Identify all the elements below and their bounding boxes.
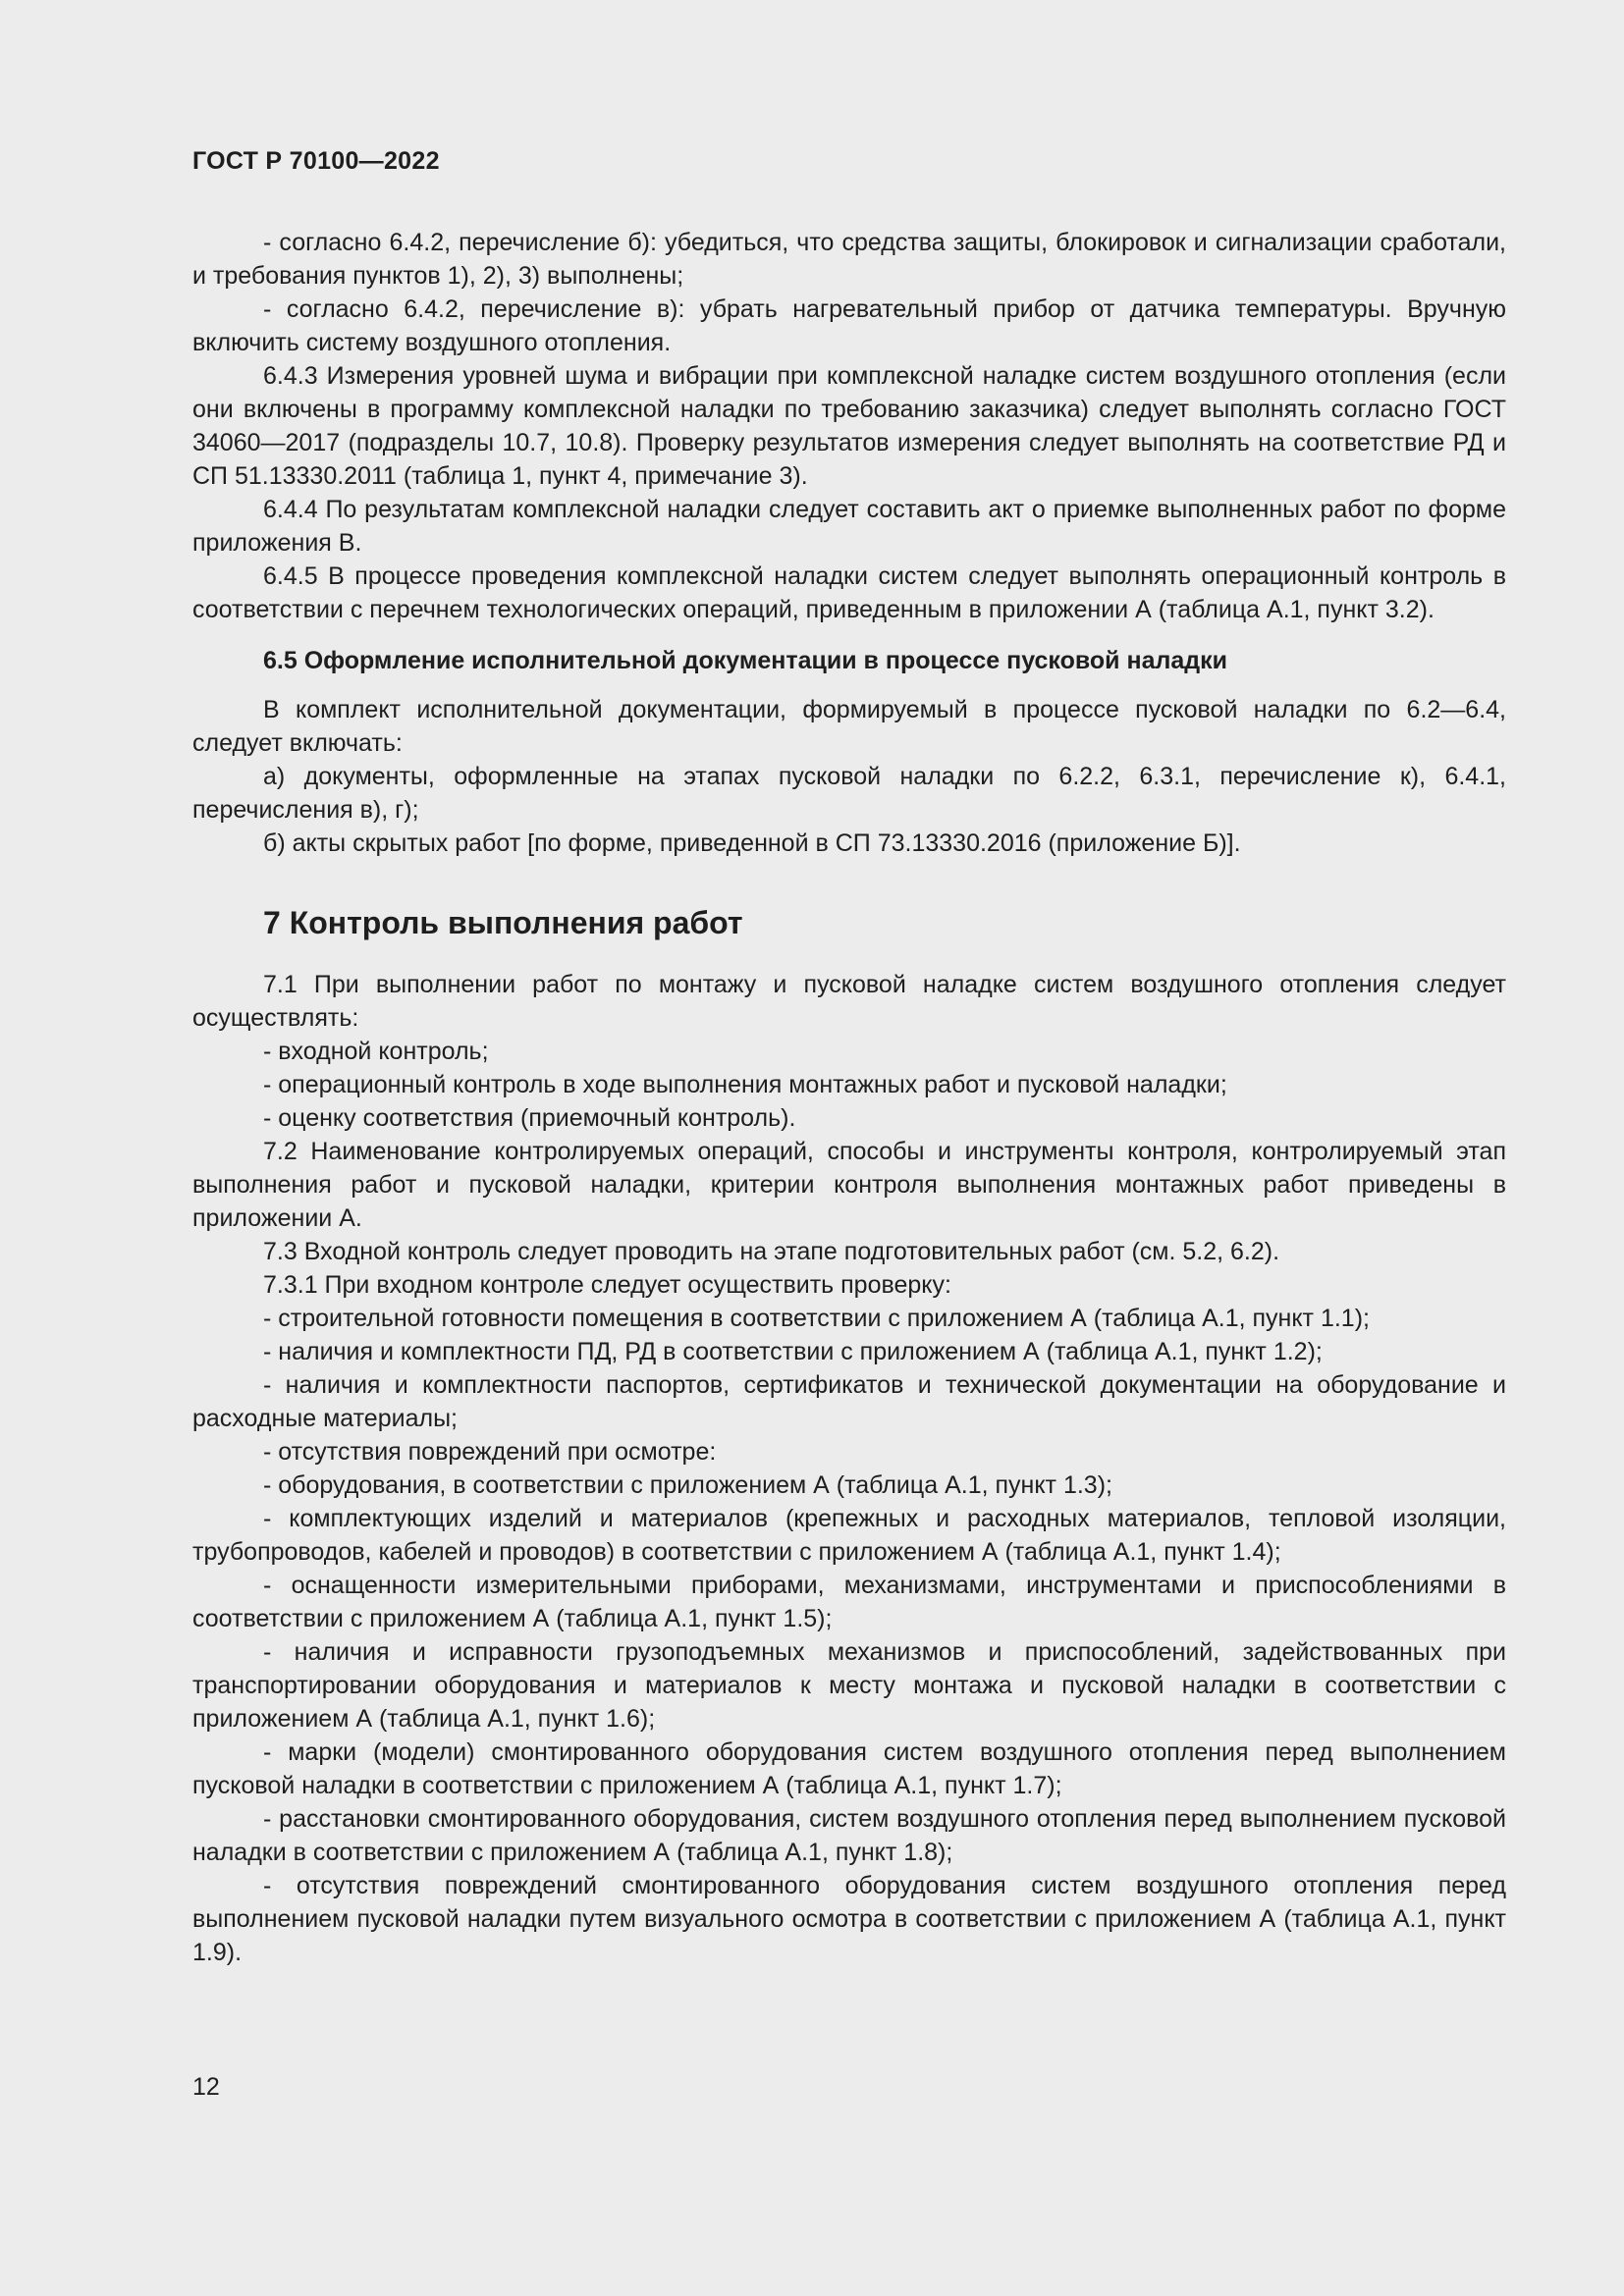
list-item: - операционный контроль в ходе выполнения монтажных работ и пусковой наладки; [263,1071,1227,1098]
paragraph-7-2: 7.2 Наименование контролируемых операций, способы и инструменты контроля, контролируемый этап выполнения работ и пусковой наладки, критерии контроля выполнения монтажных работ приведены в приложении А. [192,1138,1506,1232]
list-item: - согласно 6.4.2, перечисление б): убедиться, что средства защиты, блокировок и сигнализации сработали, и требования пунктов 1), 2), 3) выполнены; [192,229,1506,290]
page-number: 12 [192,2073,220,2101]
list-item: - наличия и исправности грузоподъемных механизмов и приспособлений, задействованных при транспортировании оборудования и материалов к месту монтажа и пусковой наладки в соответствии с приложением А (таблица А.1, пункт 1.6); [192,1638,1506,1733]
list-item: - наличия и комплектности паспортов, сертификатов и технической документации на оборудование и расходные материалы; [192,1371,1506,1432]
list-item: - марки (модели) смонтированного оборудования систем воздушного отопления перед выполнением пусковой наладки в соответствии с приложением А (таблица А.1, пункт 1.7); [192,1738,1506,1799]
list-item: - оборудования, в соответствии с приложением А (таблица А.1, пункт 1.3); [263,1471,1112,1499]
section-heading-7: 7 Контроль выполнения работ [263,905,743,940]
list-item: а) документы, оформленные на этапах пусковой наладки по 6.2.2, 6.3.1, перечисление к), 6.4.1, перечисления в), г); [192,763,1506,824]
document-code-header: ГОСТ Р 70100—2022 [192,147,440,175]
page-body [192,226,1506,1969]
list-item: - комплектующих изделий и материалов (крепежных и расходных материалов, тепловой изоляции, трубопроводов, кабелей и проводов) в соответствии с приложением А (таблица А.1, пункт 1.4); [192,1505,1506,1566]
list-item: - входной контроль; [263,1038,489,1065]
list-item: б) акты скрытых работ [по форме, приведенной в СП 73.13330.2016 (приложение Б)]. [263,829,1241,857]
list-item: - расстановки смонтированного оборудования, систем воздушного отопления перед выполнением пусковой наладки в соответствии с приложением А (таблица А.1, пункт 1.8); [192,1805,1506,1866]
list-item: - отсутствия повреждений смонтированного оборудования систем воздушного отопления перед выполнением пусковой наладки путем визуального осмотра в соответствии с приложением А (таблица А.1, пункт 1.9). [192,1872,1506,1966]
paragraph-7-1: 7.1 При выполнении работ по монтажу и пусковой наладке систем воздушного отопления следует осуществлять: [192,971,1506,1032]
paragraph-6-4-3: 6.4.3 Измерения уровней шума и вибрации при комплексной наладке систем воздушного отопления (если они включены в программу комплексной наладки по требованию заказчика) следует выполнять согласно ГОСТ 34060—2017 (подразделы 10.7, 10.8). Проверку результатов измерения следует выполнять на соответствие РД и СП 51.13330.2011 (таблица 1, пункт 4, примечание 3). [192,362,1506,490]
subsection-heading-6-5: 6.5 Оформление исполнительной документации в процессе пусковой наладки [263,647,1228,674]
list-item: - оснащенности измерительными приборами, механизмами, инструментами и приспособлениями в соответствии с приложением А (таблица А.1, пункт 1.5); [192,1572,1506,1632]
list-item: - строительной готовности помещения в соответствии с приложением А (таблица А.1, пункт 1.1); [263,1305,1370,1332]
paragraph-7-3: 7.3 Входной контроль следует проводить на этапе подготовительных работ (см. 5.2, 6.2). [263,1238,1280,1265]
paragraph-6-4-4: 6.4.4 По результатам комплексной наладки следует составить акт о приемке выполненных работ по форме приложения В. [192,496,1506,557]
list-item: - согласно 6.4.2, перечисление в): убрать нагревательный прибор от датчика температуры. Вручную включить систему воздушного отопления. [192,295,1506,356]
list-item: - отсутствия повреждений при осмотре: [263,1438,717,1466]
paragraph: В комплект исполнительной документации, формируемый в процессе пусковой наладки по 6.2—6.4, следует включать: [192,696,1506,757]
paragraph-6-4-5: 6.4.5 В процессе проведения комплексной наладки систем следует выполнять операционный контроль в соответствии с перечнем технологических операций, приведенным в приложении А (таблица А.1, пункт 3.2). [192,562,1506,623]
list-item: - наличия и комплектности ПД, РД в соответствии с приложением А (таблица А.1, пункт 1.2); [263,1338,1323,1365]
paragraph-7-3-1: 7.3.1 При входном контроле следует осуществить проверку: [263,1271,951,1299]
list-item: - оценку соответствия (приемочный контроль). [263,1104,796,1132]
